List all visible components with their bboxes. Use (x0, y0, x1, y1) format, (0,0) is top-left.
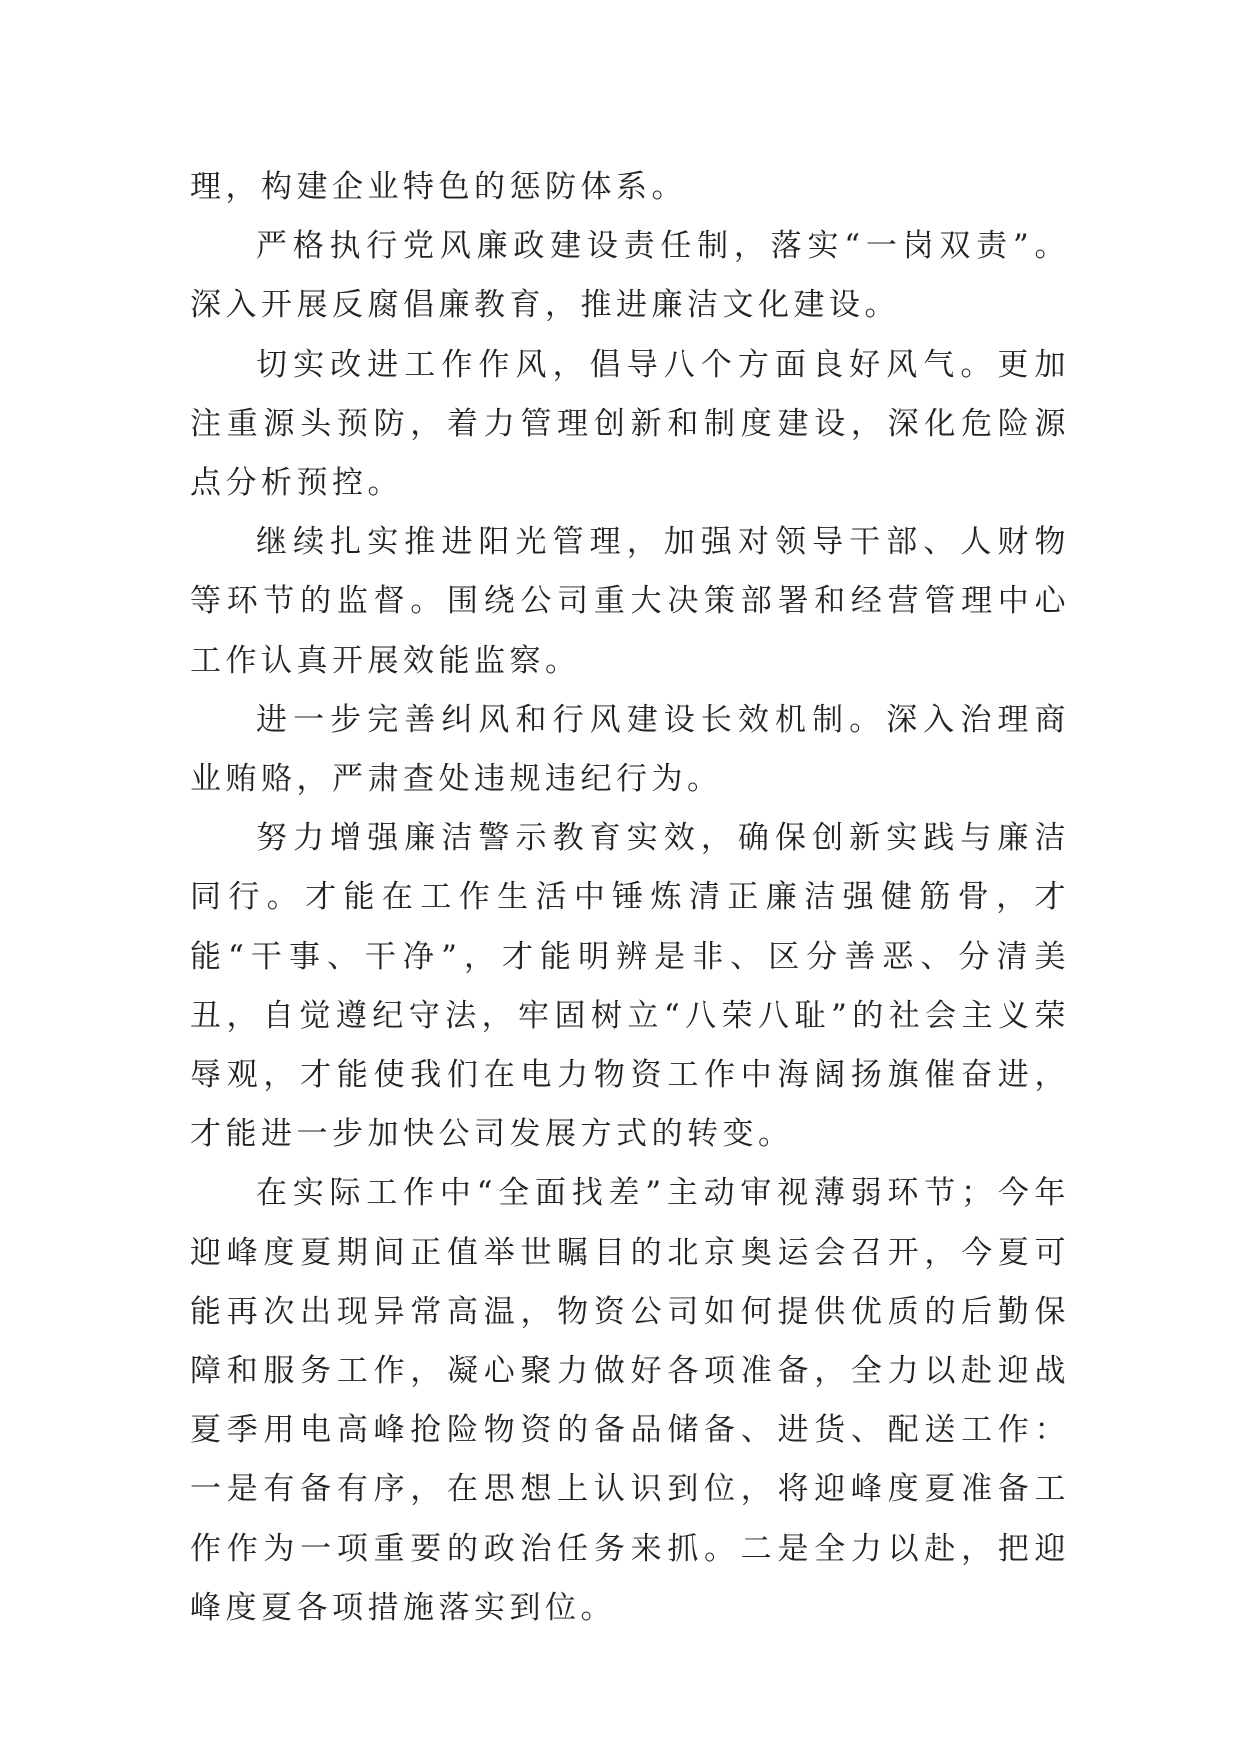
paragraph-warning-education: 努力增强廉洁警示教育实效，确保创新实践与廉洁同行。才能在工作生活中锤炼清正廉洁强健筋骨，才能“干事、干净”，才能明辨是非、区分善恶、分清美丑，自觉遵纪守法，牢固树立“八荣八耻”的社会主义荣辱观，才能使我们在电力物资工作中海阔扬旗催奋进，才能进一步加快公司发展方式的转变。 (190, 820, 1070, 1153)
paragraph-continuation: 理，构建企业特色的惩防体系。 (190, 169, 687, 205)
document-body (190, 158, 1070, 1638)
paragraph-responsibility-system: 严格执行党风廉政建设责任制，落实“一岗双责”。深入开展反腐倡廉教育，推进廉洁文化建设。 (190, 228, 1070, 324)
paragraph-work-style: 切实改进工作作风，倡导八个方面良好风气。更加注重源头预防，着力管理创新和制度建设，深化危险源点分析预控。 (190, 346, 1070, 502)
paragraph-long-term-mechanism: 进一步完善纠风和行风建设长效机制。深入治理商业贿赂，严肃查处违规违纪行为。 (190, 701, 1070, 798)
paragraph-summer-peak: 在实际工作中“全面找差”主动审视薄弱环节；今年迎峰度夏期间正值举世瞩目的北京奥运会召开，今夏可能再次出现异常高温，物资公司如何提供优质的后勤保障和服务工作，凝心聚力做好各项准备，全力以赴迎战夏季用电高峰抢险物资的备品储备、进货、配送工作：一是有备有序，在思想上认识到位，将迎峰度夏准备工作作为一项重要的政治任务来抓。二是全力以赴，把迎峰度夏各项措施落实到位。 (190, 1175, 1070, 1626)
paragraph-sunshine-management: 继续扎实推进阳光管理，加强对领导干部、人财物等环节的监督。围绕公司重大决策部署和经营管理中心工作认真开展效能监察。 (190, 524, 1070, 679)
